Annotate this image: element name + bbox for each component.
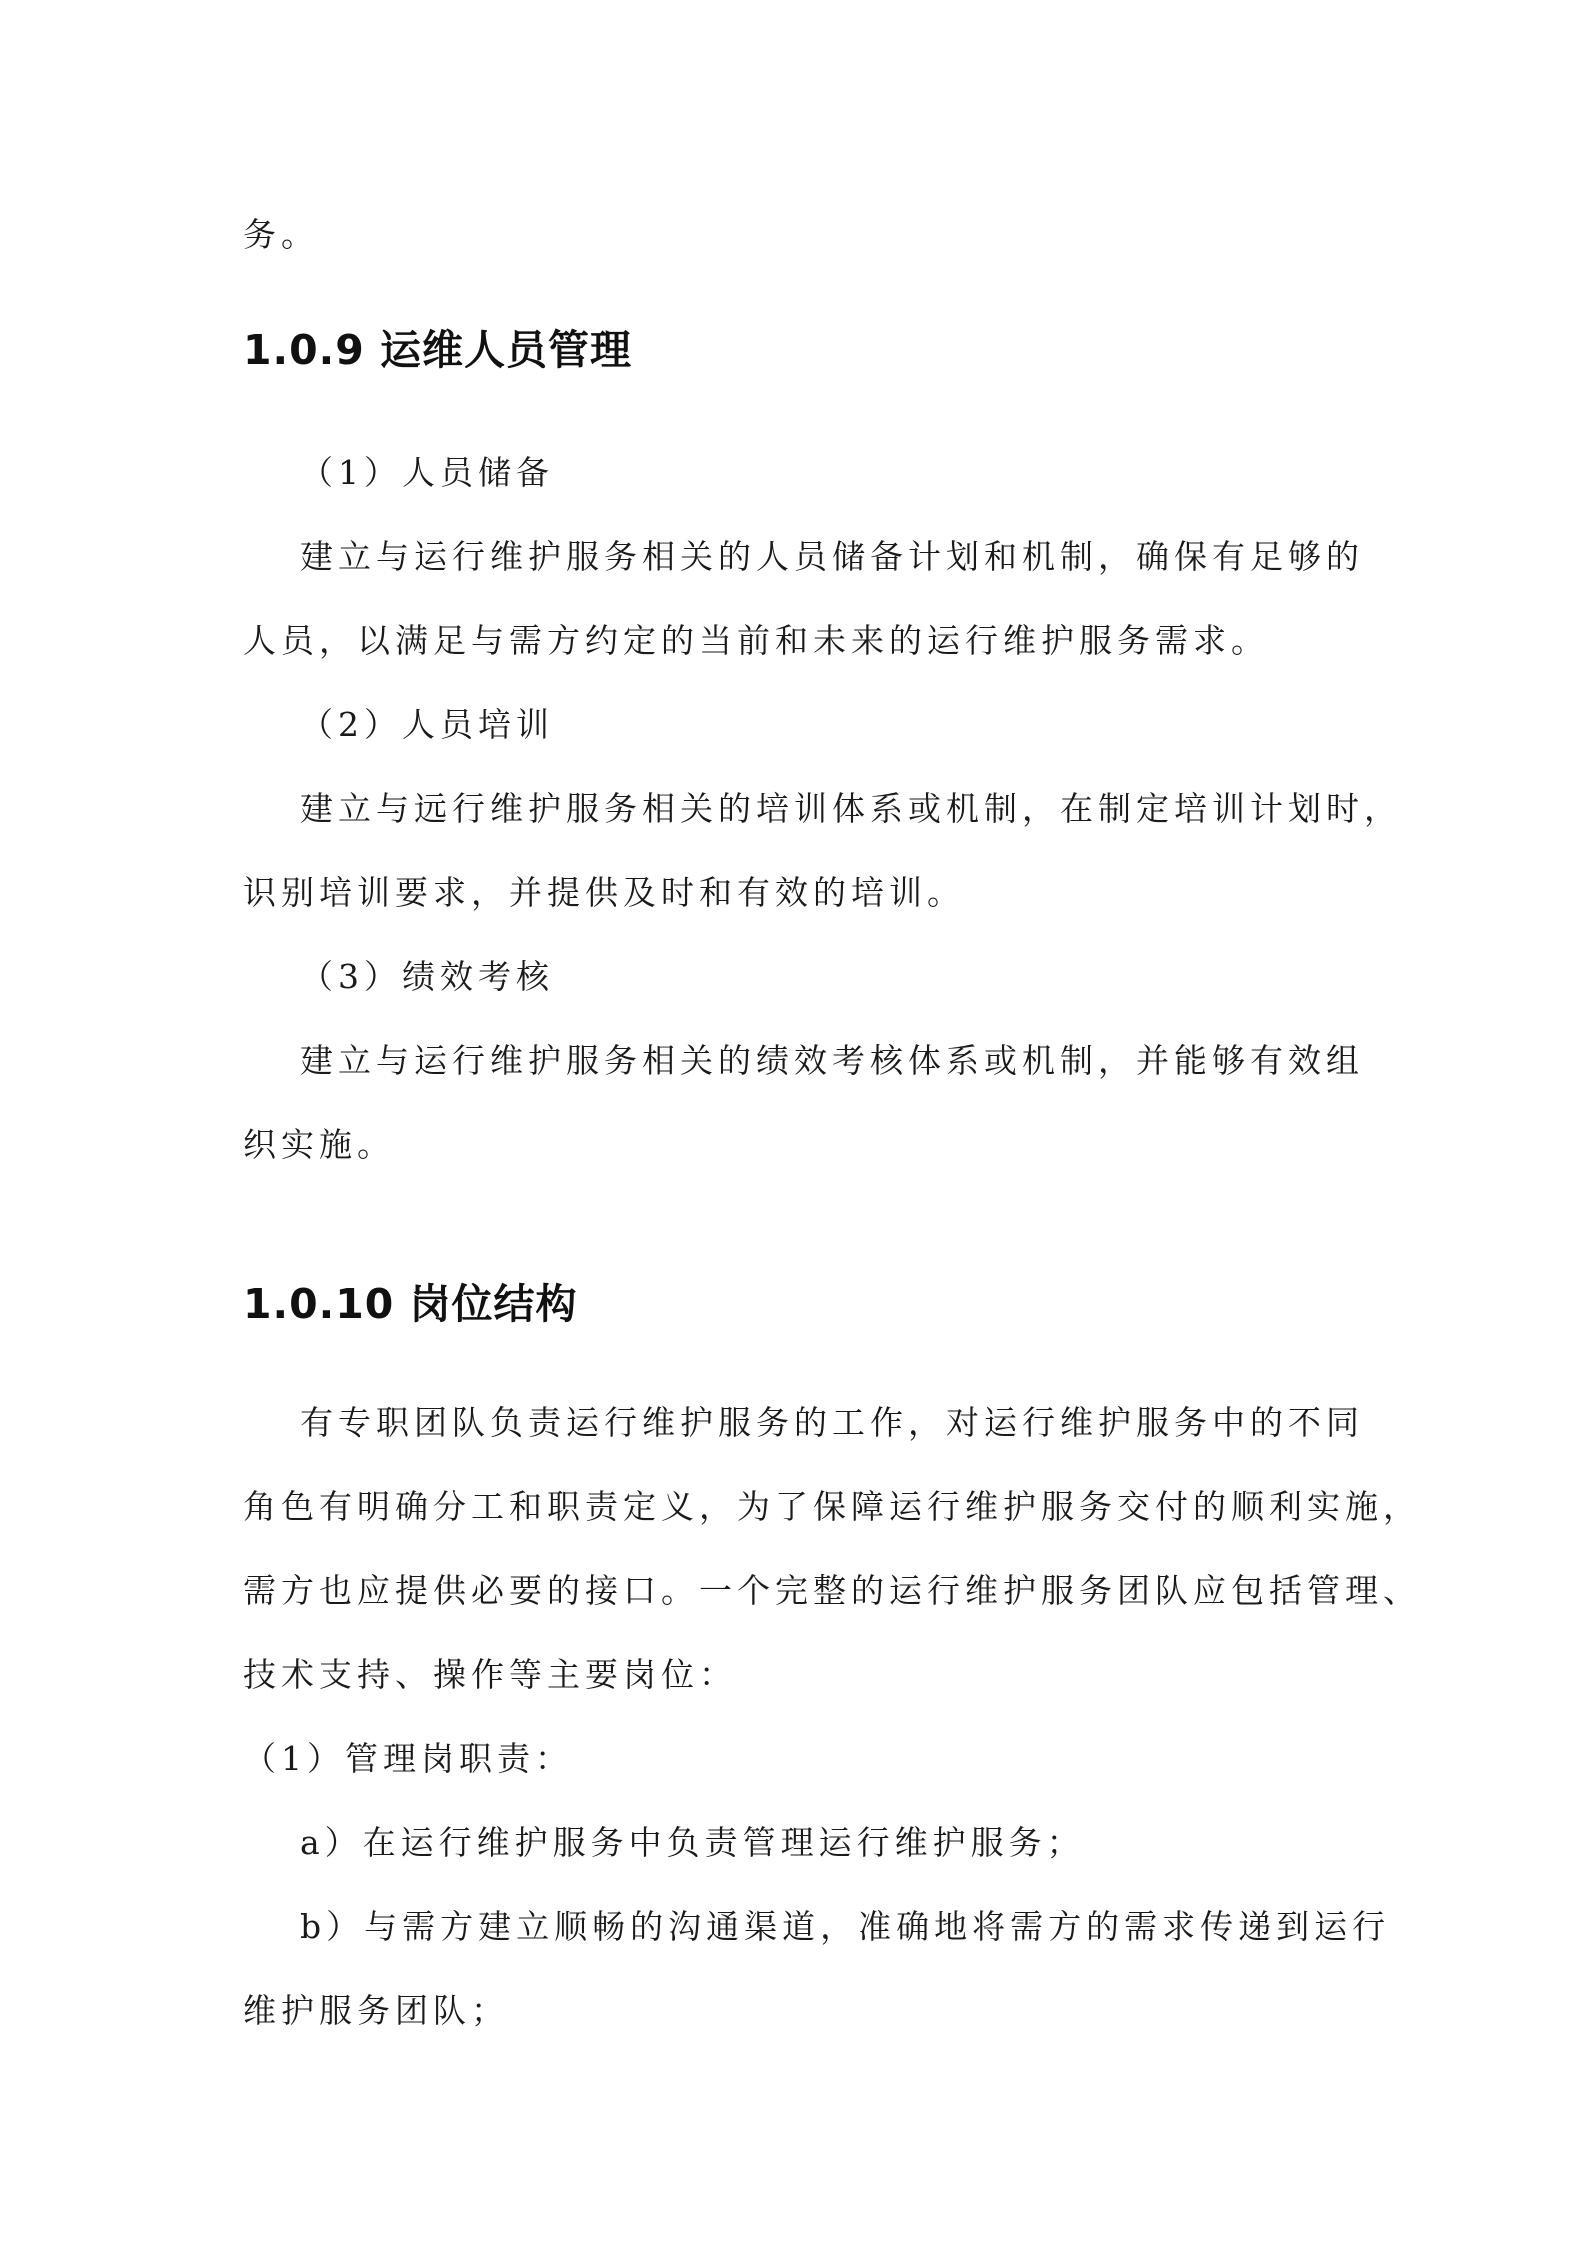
paragraph-line: 建立与远行维护服务相关的培训体系或机制，在制定培训计划时， (300, 789, 1402, 828)
item-label-reserve: （1）人员储备 (300, 453, 554, 492)
paragraph-line: 人员，以满足与需方约定的当前和未来的运行维护服务需求。 (243, 621, 1269, 660)
paragraph-line: 建立与运行维护服务相关的绩效考核体系或机制，并能够有效组 (300, 1041, 1364, 1080)
paragraph-line: 技术支持、操作等主要岗位： (243, 1655, 737, 1694)
duty-item: b）与需方建立顺畅的沟通渠道，准确地将需方的需求传递到运行 (300, 1907, 1391, 1946)
section-heading-personnel: 1.0.9 运维人员管理 (243, 326, 633, 374)
item-label-training: （2）人员培训 (300, 705, 554, 744)
paragraph-line: 识别培训要求，并提供及时和有效的培训。 (243, 873, 965, 912)
paragraph-line: 建立与运行维护服务相关的人员储备计划和机制，确保有足够的 (300, 537, 1364, 576)
section-heading-positions: 1.0.10 岗位结构 (243, 1280, 578, 1328)
paragraph-line: 角色有明确分工和职责定义，为了保障运行维护服务交付的顺利实施， (243, 1487, 1421, 1526)
continuation-text: 务。 (243, 215, 319, 254)
paragraph-line: 需方也应提供必要的接口。一个完整的运行维护服务团队应包括管理、 (243, 1571, 1421, 1610)
duty-item: 维护服务团队； (243, 1991, 509, 2030)
paragraph-line: 织实施。 (243, 1125, 395, 1164)
role-label-management: （1）管理岗职责： (243, 1739, 573, 1778)
item-label-performance: （3）绩效考核 (300, 957, 554, 996)
duty-item: a）在运行维护服务中负责管理运行维护服务； (300, 1823, 1085, 1862)
paragraph-line: 有专职团队负责运行维护服务的工作，对运行维护服务中的不同 (300, 1403, 1364, 1442)
